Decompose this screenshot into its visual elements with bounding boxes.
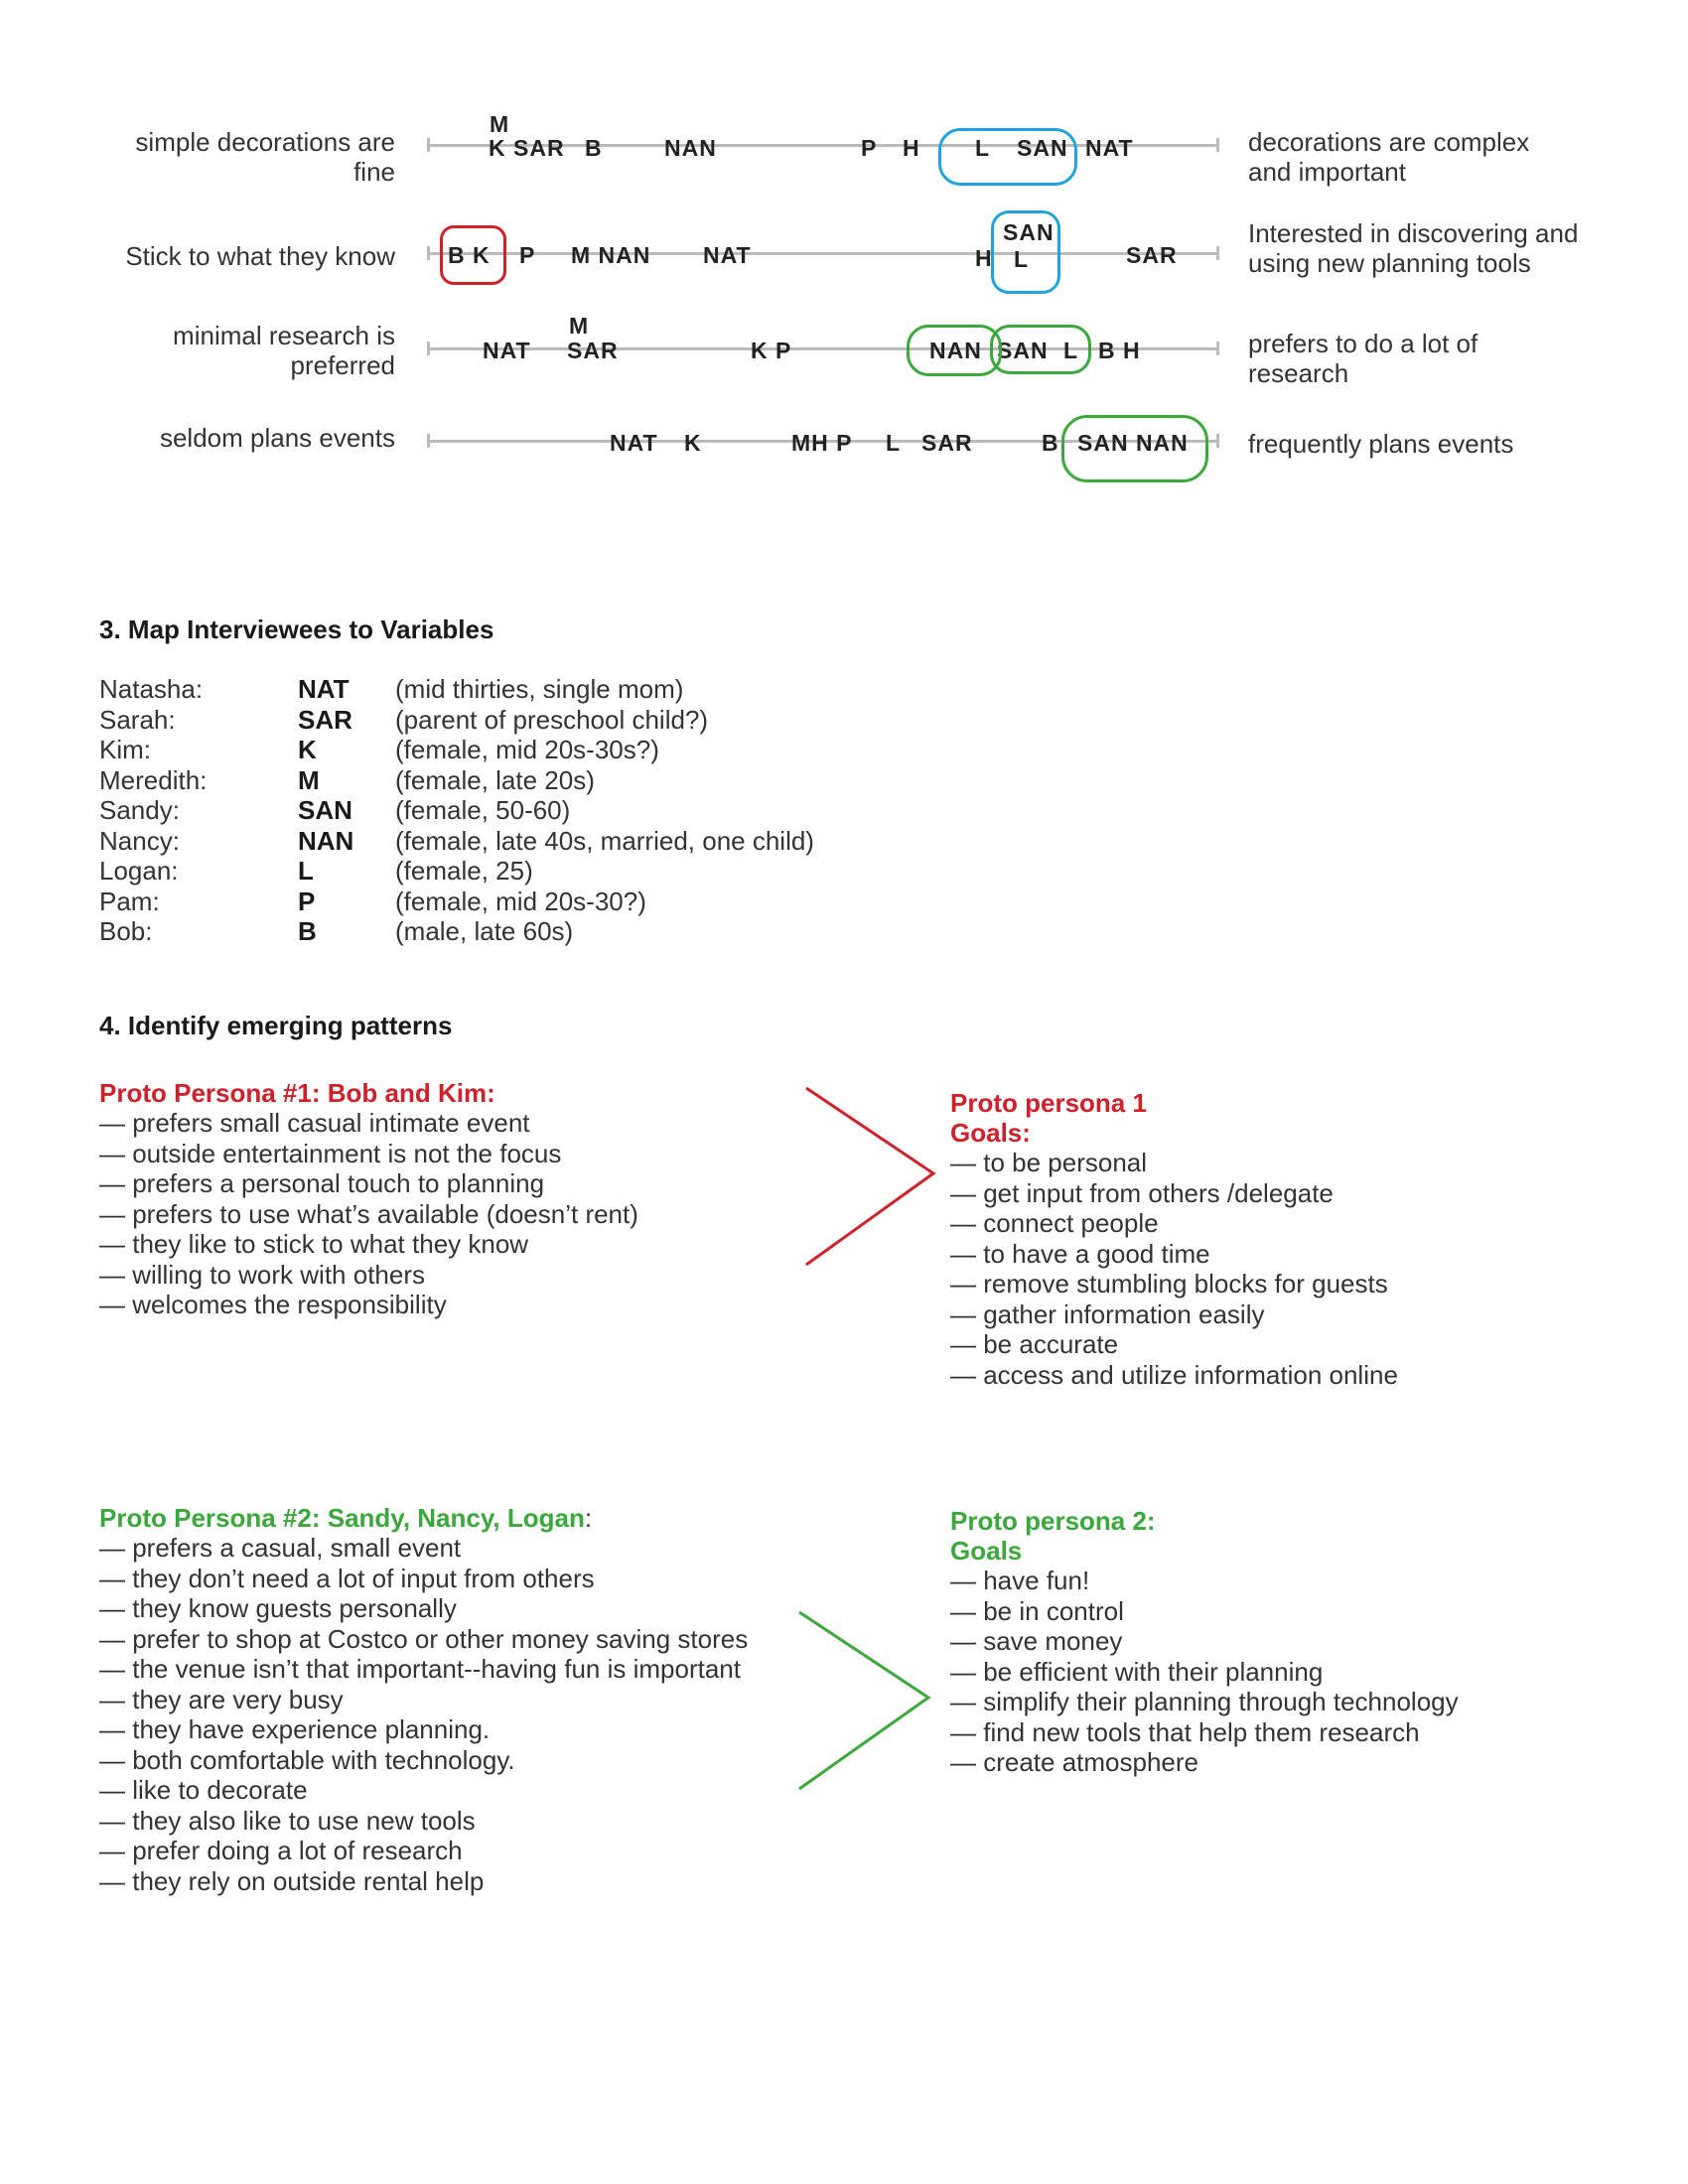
list-item: — simplify their planning through technology [950,1687,1459,1716]
marker-san-nan: SAN NAN [1077,430,1189,456]
marker-m-nan: M NAN [571,242,651,268]
marker-k: K [684,430,702,456]
marker-sar: SAR [567,338,619,363]
list-item: — they rely on outside rental help [99,1865,485,1896]
scale3-right-label: prefers to do a lot of research [1248,329,1478,388]
marker-san: SAN [1003,219,1055,245]
marker-nat: NAT [1085,135,1134,161]
list-item: — gather information easily [950,1298,1265,1329]
persona2-goals-subtitle: Goals [950,1536,1023,1566]
scale2-right-cap [1216,246,1219,260]
scale1-right-label: decorations are complex and important [1248,127,1530,187]
list-item: — prefer doing a lot of research [99,1836,463,1865]
marker-k-sar: K SAR [489,135,565,161]
list-item: — both comfortable with technology. [99,1744,515,1775]
marker-h: H [975,245,993,271]
list-item: — prefers to use what’s available (doesn’t rent) [99,1198,638,1229]
list-item: — have fun! [950,1566,1090,1595]
scale3-left-cap [427,341,430,355]
marker-p: P [519,242,536,268]
scale3-right-cap [1216,341,1219,355]
section4-heading: 4. Identify emerging patterns [99,1011,453,1040]
green-highlight-circle [907,325,1002,376]
scale4-right-cap [1216,434,1219,448]
list-item: — welcomes the responsibility [99,1290,447,1319]
persona2-title-row [99,1503,748,1533]
marker-b: B [585,135,603,161]
persona2-goals [950,1506,1459,1778]
persona1-goals-subtitle: Goals: [950,1118,1031,1148]
list-item: — save money [950,1626,1123,1656]
marker-san: SAN [997,338,1049,363]
marker-p: P [861,135,878,161]
blue-highlight-circle [938,128,1077,186]
scale4-left-cap [427,434,430,448]
persona1-goals-title: Proto persona 1 [950,1088,1147,1118]
marker-nat: NAT [610,430,658,456]
scale3-left-label: minimal research is preferred [173,321,395,380]
persona1-traits [99,1078,638,1320]
marker-m: M [569,313,590,339]
marker-m: M [490,111,510,137]
marker-l: L [975,135,991,161]
list-item: — outside entertainment is not the focus [99,1138,562,1168]
marker-sar: SAR [1126,242,1178,268]
persona2-title: Proto Persona #2: Sandy, Nancy, Logan [99,1503,585,1533]
list-item: — be in control [950,1595,1124,1626]
list-item: — be efficient with their planning [950,1656,1324,1687]
scale2-right-label: Interested in discovering and using new planning tools [1248,218,1579,278]
marker-b-k: B K [448,242,491,268]
scale1-right-cap [1216,138,1219,152]
green-chevron-icon [789,1606,938,1795]
list-item: — be accurate [950,1329,1119,1359]
list-item: — to have a good time [950,1238,1210,1269]
persona2-traits [99,1503,748,1896]
scale4-right-label: frequently plans events [1248,429,1514,459]
marker-b: B [1042,430,1059,456]
marker-nat: NAT [703,242,752,268]
list-item: — create atmosphere [950,1747,1199,1777]
scale1-left-cap [427,138,430,152]
blue-highlight-circle [991,210,1060,294]
list-item: — prefers small casual intimate event [99,1108,530,1138]
persona2-goals-title: Proto persona 2: [950,1506,1156,1536]
marker-nan: NAN [664,135,717,161]
list-item: — prefer to shop at Costco or other money saving stores [99,1623,749,1654]
marker-mh-p: MH P [791,430,853,456]
red-chevron-icon [794,1082,943,1271]
list-item: — get input from others /delegate [950,1177,1334,1208]
marker-san: SAN [1017,135,1068,161]
list-item: — they are very busy [99,1684,344,1714]
list-item: — they know guests personally [99,1593,457,1623]
marker-l: L [886,430,902,456]
list-item: — they have experience planning. [99,1714,491,1744]
persona1-goals [950,1088,1398,1390]
marker-nan: NAN [929,338,982,363]
marker-l: L [1014,246,1030,272]
marker-k-p: K P [751,338,792,363]
scale4-left-label: seldom plans events [159,423,395,453]
list-item: — to be personal [950,1148,1148,1177]
list-item: — they don’t need a lot of input from others [99,1563,595,1593]
list-item: — prefers a casual, small event [99,1533,462,1563]
list-item: — like to decorate [99,1775,308,1805]
list-item: — remove stumbling blocks for guests [950,1269,1388,1298]
red-highlight-box [440,225,506,285]
list-item: — they also like to use new tools [99,1805,476,1836]
green-highlight-circle [1061,415,1208,482]
list-item: — prefers a personal touch to planning [99,1168,545,1198]
green-highlight-circle [990,325,1091,374]
persona1-title: Proto Persona #1: Bob and Kim: [99,1078,495,1108]
marker-sar: SAR [921,430,973,456]
marker-h: H [903,135,920,161]
list-item: — willing to work with others [99,1259,425,1290]
list-item: — the venue isn’t that important--having fun is important [99,1654,741,1684]
list-item: — connect people [950,1208,1159,1238]
list-item: — access and utilize information online [950,1359,1398,1390]
scale1-left-label: simple decorations are fine [135,127,395,187]
section3-heading: 3. Map Interviewees to Variables [99,614,494,644]
scale2-left-label: Stick to what they know [125,241,395,271]
persona2-title-colon: : [584,1503,593,1533]
marker-b-h: B H [1098,338,1141,363]
marker-l: L [1063,338,1079,363]
scale2-left-cap [427,246,430,260]
list-item: — find new tools that help them research [950,1716,1420,1747]
list-item: — they like to stick to what they know [99,1229,529,1259]
marker-nat: NAT [483,338,531,363]
scale2-line [427,252,1218,255]
